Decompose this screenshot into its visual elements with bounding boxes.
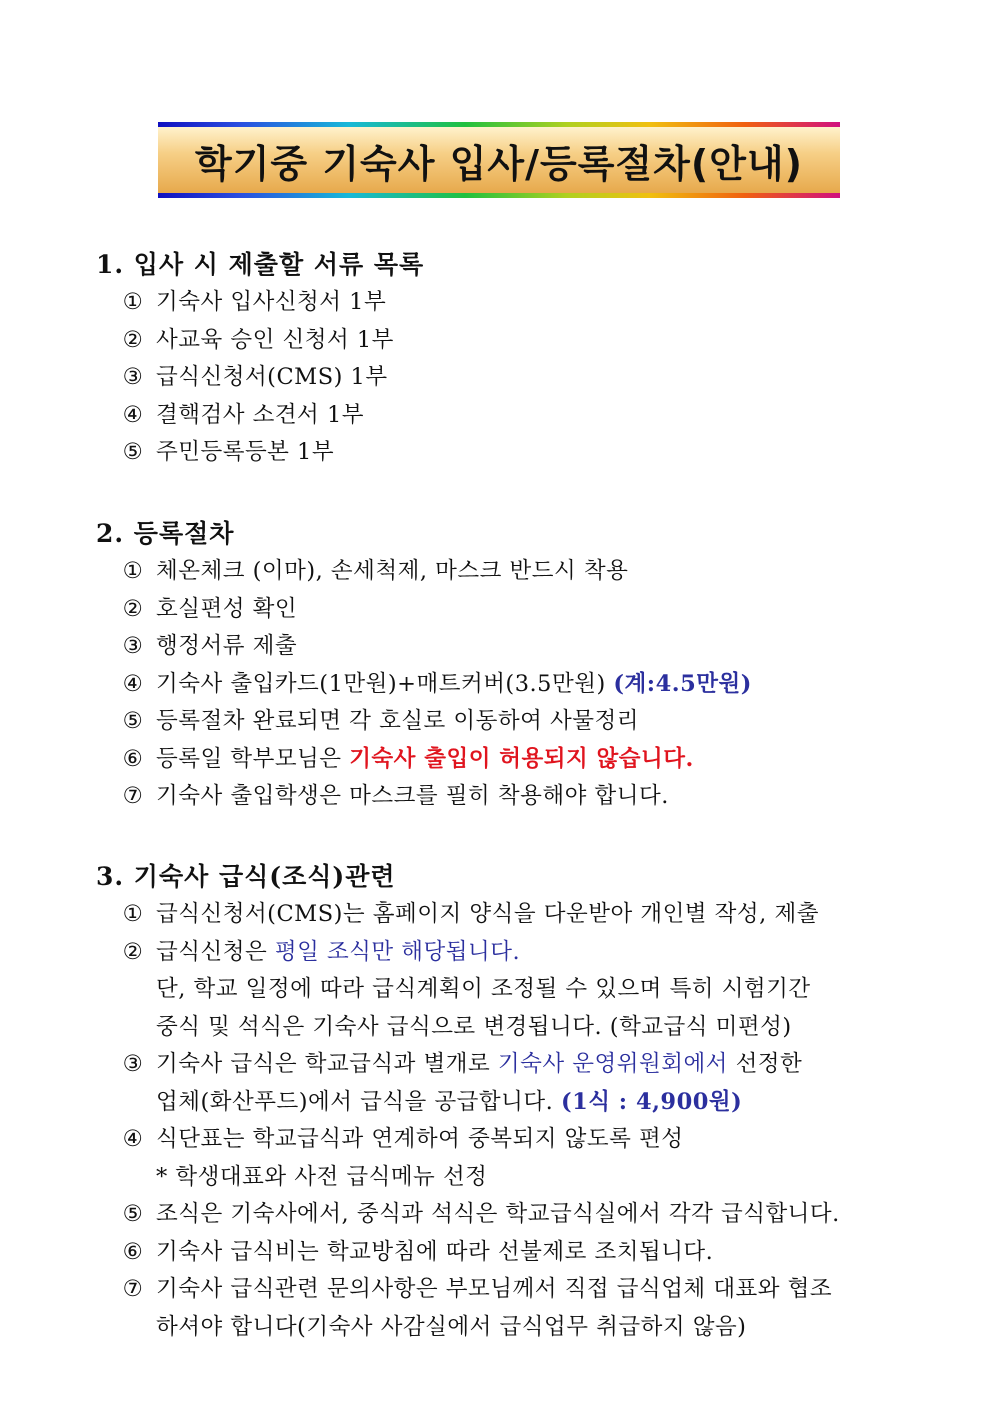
title-box: [158, 127, 840, 193]
list-item: ③ 기숙사 급식은 학교급식과 별개로 기숙사 운영위원회에서 선정한: [122, 1051, 803, 1077]
list-item: ⑥ 기숙사 급식비는 학교방침에 따라 선불제로 조치됩니다.: [122, 1238, 714, 1265]
list-item-continuation: * 학생대표와 사전 급식메뉴 선정: [156, 1163, 488, 1190]
list-item: ⑤ 주민등록등본 1부: [122, 439, 335, 465]
list-item: ⑦ 기숙사 급식관련 문의사항은 부모님께서 직접 급식업체 대표와 협조: [122, 1276, 833, 1302]
section-heading: 1. 입사 시 제출할 서류 목록: [96, 250, 425, 279]
list-item: ① 급식신청서(CMS)는 홈페이지 양식을 다운받아 개인별 작성, 제출: [122, 901, 819, 927]
list-item-continuation: 하셔야 합니다(기숙사 사감실에서 급식업무 취급하지 않음): [156, 1313, 747, 1340]
list-item: ① 체온체크 (이마), 손세척제, 마스크 반드시 착용: [122, 558, 629, 584]
weekday-breakfast-highlight: 평일 조식만 해당됩니다.: [274, 938, 521, 965]
list-item: ③ 행정서류 제출: [122, 633, 298, 659]
list-item: ④ 식단표는 학교급식과 연계하여 중복되지 않도록 편성: [122, 1126, 684, 1152]
list-item: ② 급식신청은 평일 조식만 해당됩니다.: [122, 938, 521, 965]
title-gradient-bar-bottom: [158, 193, 840, 198]
title-banner: [158, 122, 840, 198]
list-item-continuation: 업체(화산푸드)에서 급식을 공급합니다. (1식 : 4,900원): [156, 1088, 743, 1115]
page-title: 학기중 기숙사 입사/등록절차(안내): [195, 141, 803, 186]
section-documents: [96, 246, 926, 472]
section-heading: 2. 등록절차: [96, 519, 235, 548]
section-heading: 3. 기숙사 급식(조식)관련: [96, 862, 396, 891]
list-item: ④ 결핵검사 소견서 1부: [122, 401, 364, 428]
list-item: ⑤ 등록절차 완료되면 각 호실로 이동하여 사물정리: [122, 708, 639, 734]
list-item: ⑥ 등록일 학부모님은 기숙사 출입이 허용되지 않습니다.: [122, 745, 694, 772]
section-dormitory-meals: [96, 858, 926, 1346]
list-item: ⑦ 기숙사 출입학생은 마스크를 필히 착용해야 합니다.: [122, 783, 669, 809]
parent-entry-warning: 기숙사 출입이 허용되지 않습니다.: [349, 745, 694, 772]
total-cost-highlight: (계:4.5만원): [613, 670, 752, 697]
list-item: ② 호실편성 확인: [122, 595, 298, 622]
committee-highlight: 기숙사 운영위원회에서: [497, 1051, 728, 1077]
meal-price-highlight: (1식 : 4,900원): [560, 1088, 743, 1115]
list-item: ⑤ 조식은 기숙사에서, 중식과 석식은 학교급식실에서 각각 급식합니다.: [122, 1201, 840, 1227]
list-item-continuation: 단, 학교 일정에 따라 급식계획이 조정될 수 있으며 특히 시험기간: [156, 976, 811, 1002]
list-item: ① 기숙사 입사신청서 1부: [122, 289, 387, 315]
section-registration-procedure: [96, 515, 926, 816]
list-item: ③ 급식신청서(CMS) 1부: [122, 364, 388, 390]
list-item: ④ 기숙사 출입카드(1만원)+매트커버(3.5만원) (계:4.5만원): [122, 670, 752, 697]
list-item-continuation: 중식 및 석식은 기숙사 급식으로 변경됩니다. (학교급식 미편성): [156, 1013, 792, 1040]
list-item: ② 사교육 승인 신청서 1부: [122, 326, 394, 353]
